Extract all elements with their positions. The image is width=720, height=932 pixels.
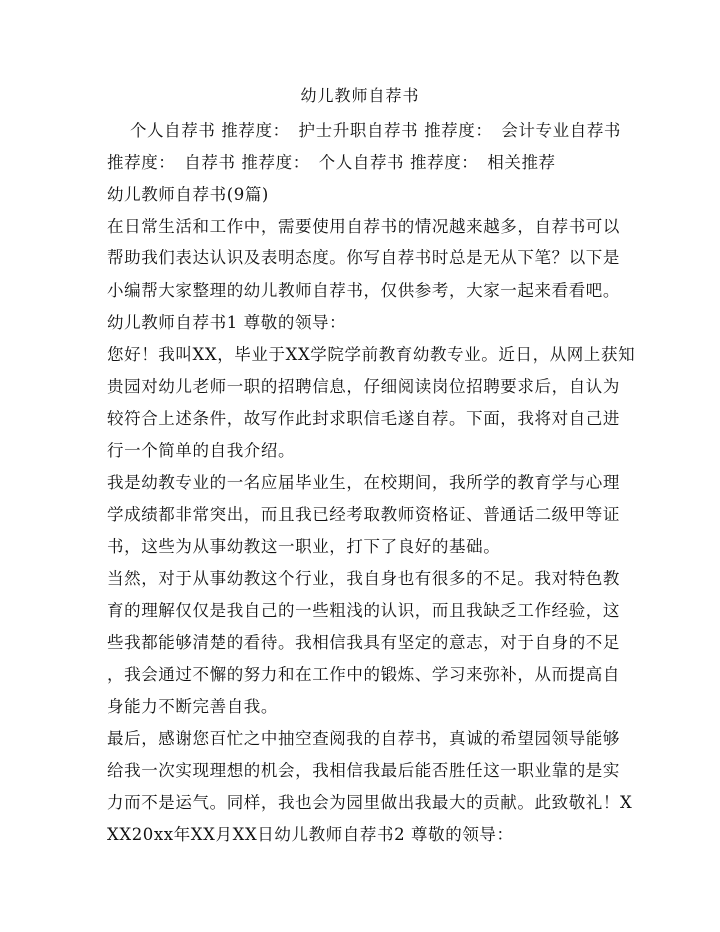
- text-line: 幼儿教师自荐书1 尊敬的领导：: [107, 313, 347, 332]
- text-line: 育的理解仅仅是我自己的一些粗浅的认识，而且我缺乏工作经验，这: [107, 601, 620, 620]
- text-line: 书，这些为从事幼教这一职业，打下了良好的基础。: [107, 537, 501, 556]
- text-line: 在日常生活和工作中，需要使用自荐书的情况越来越多，自荐书可以: [107, 217, 620, 236]
- text-line: 最后，感谢您百忙之中抽空查阅我的自荐书，真诚的希望园领导能够: [107, 729, 620, 748]
- text-line: 个人自荐书 推荐度： 护士升职自荐书 推荐度： 会计专业自荐书: [107, 121, 622, 140]
- text-line: 您好！我叫XX，毕业于XX学院学前教育幼教专业。近日，从网上获知: [107, 345, 636, 364]
- text-line: 行一个简单的自我介绍。: [107, 441, 296, 460]
- text-line: 些我都能够清楚的看待。我相信我具有坚定的意志，对于自身的不足: [107, 633, 620, 652]
- text-line: 学成绩都非常突出，而且我已经考取教师资格证、普通话二级甲等证: [107, 505, 620, 524]
- text-line: 贵园对幼儿老师一职的招聘信息，仔细阅读岗位招聘要求后，自认为: [107, 377, 620, 396]
- text-line: 小编帮大家整理的幼儿教师自荐书，仅供参考，大家一起来看看吧。: [107, 281, 620, 300]
- text-line: 身能力不断完善自我。: [107, 697, 278, 716]
- document-title: 幼儿教师自荐书: [300, 86, 420, 105]
- text-line: 我是幼教专业的一名应届毕业生，在校期间，我所学的教育学与心理: [107, 473, 620, 492]
- text-line: 推荐度： 自荐书 推荐度： 个人自荐书 推荐度： 相关推荐: [107, 153, 556, 172]
- text-line: 较符合上述条件，故写作此封求职信毛遂自荐。下面，我将对自己进: [107, 409, 620, 428]
- text-line: XX20xx年XX月XX日幼儿教师自荐书2 尊敬的领导：: [107, 825, 514, 844]
- text-line: ，我会通过不懈的努力和在工作中的锻炼、学习来弥补，从而提高自: [107, 665, 620, 684]
- text-line: 当然，对于从事幼教这个行业，我自身也有很多的不足。我对特色教: [107, 569, 620, 588]
- text-line: 力而不是运气。同样，我也会为园里做出我最大的贡献。此致敬礼！X: [107, 793, 633, 812]
- text-line: 帮助我们表达认识及表明态度。你写自荐书时总是无从下笔？以下是: [107, 248, 620, 267]
- text-line: 给我一次实现理想的机会，我相信我最后能否胜任这一职业靠的是实: [107, 761, 620, 780]
- text-line: 幼儿教师自荐书(9篇): [107, 185, 269, 204]
